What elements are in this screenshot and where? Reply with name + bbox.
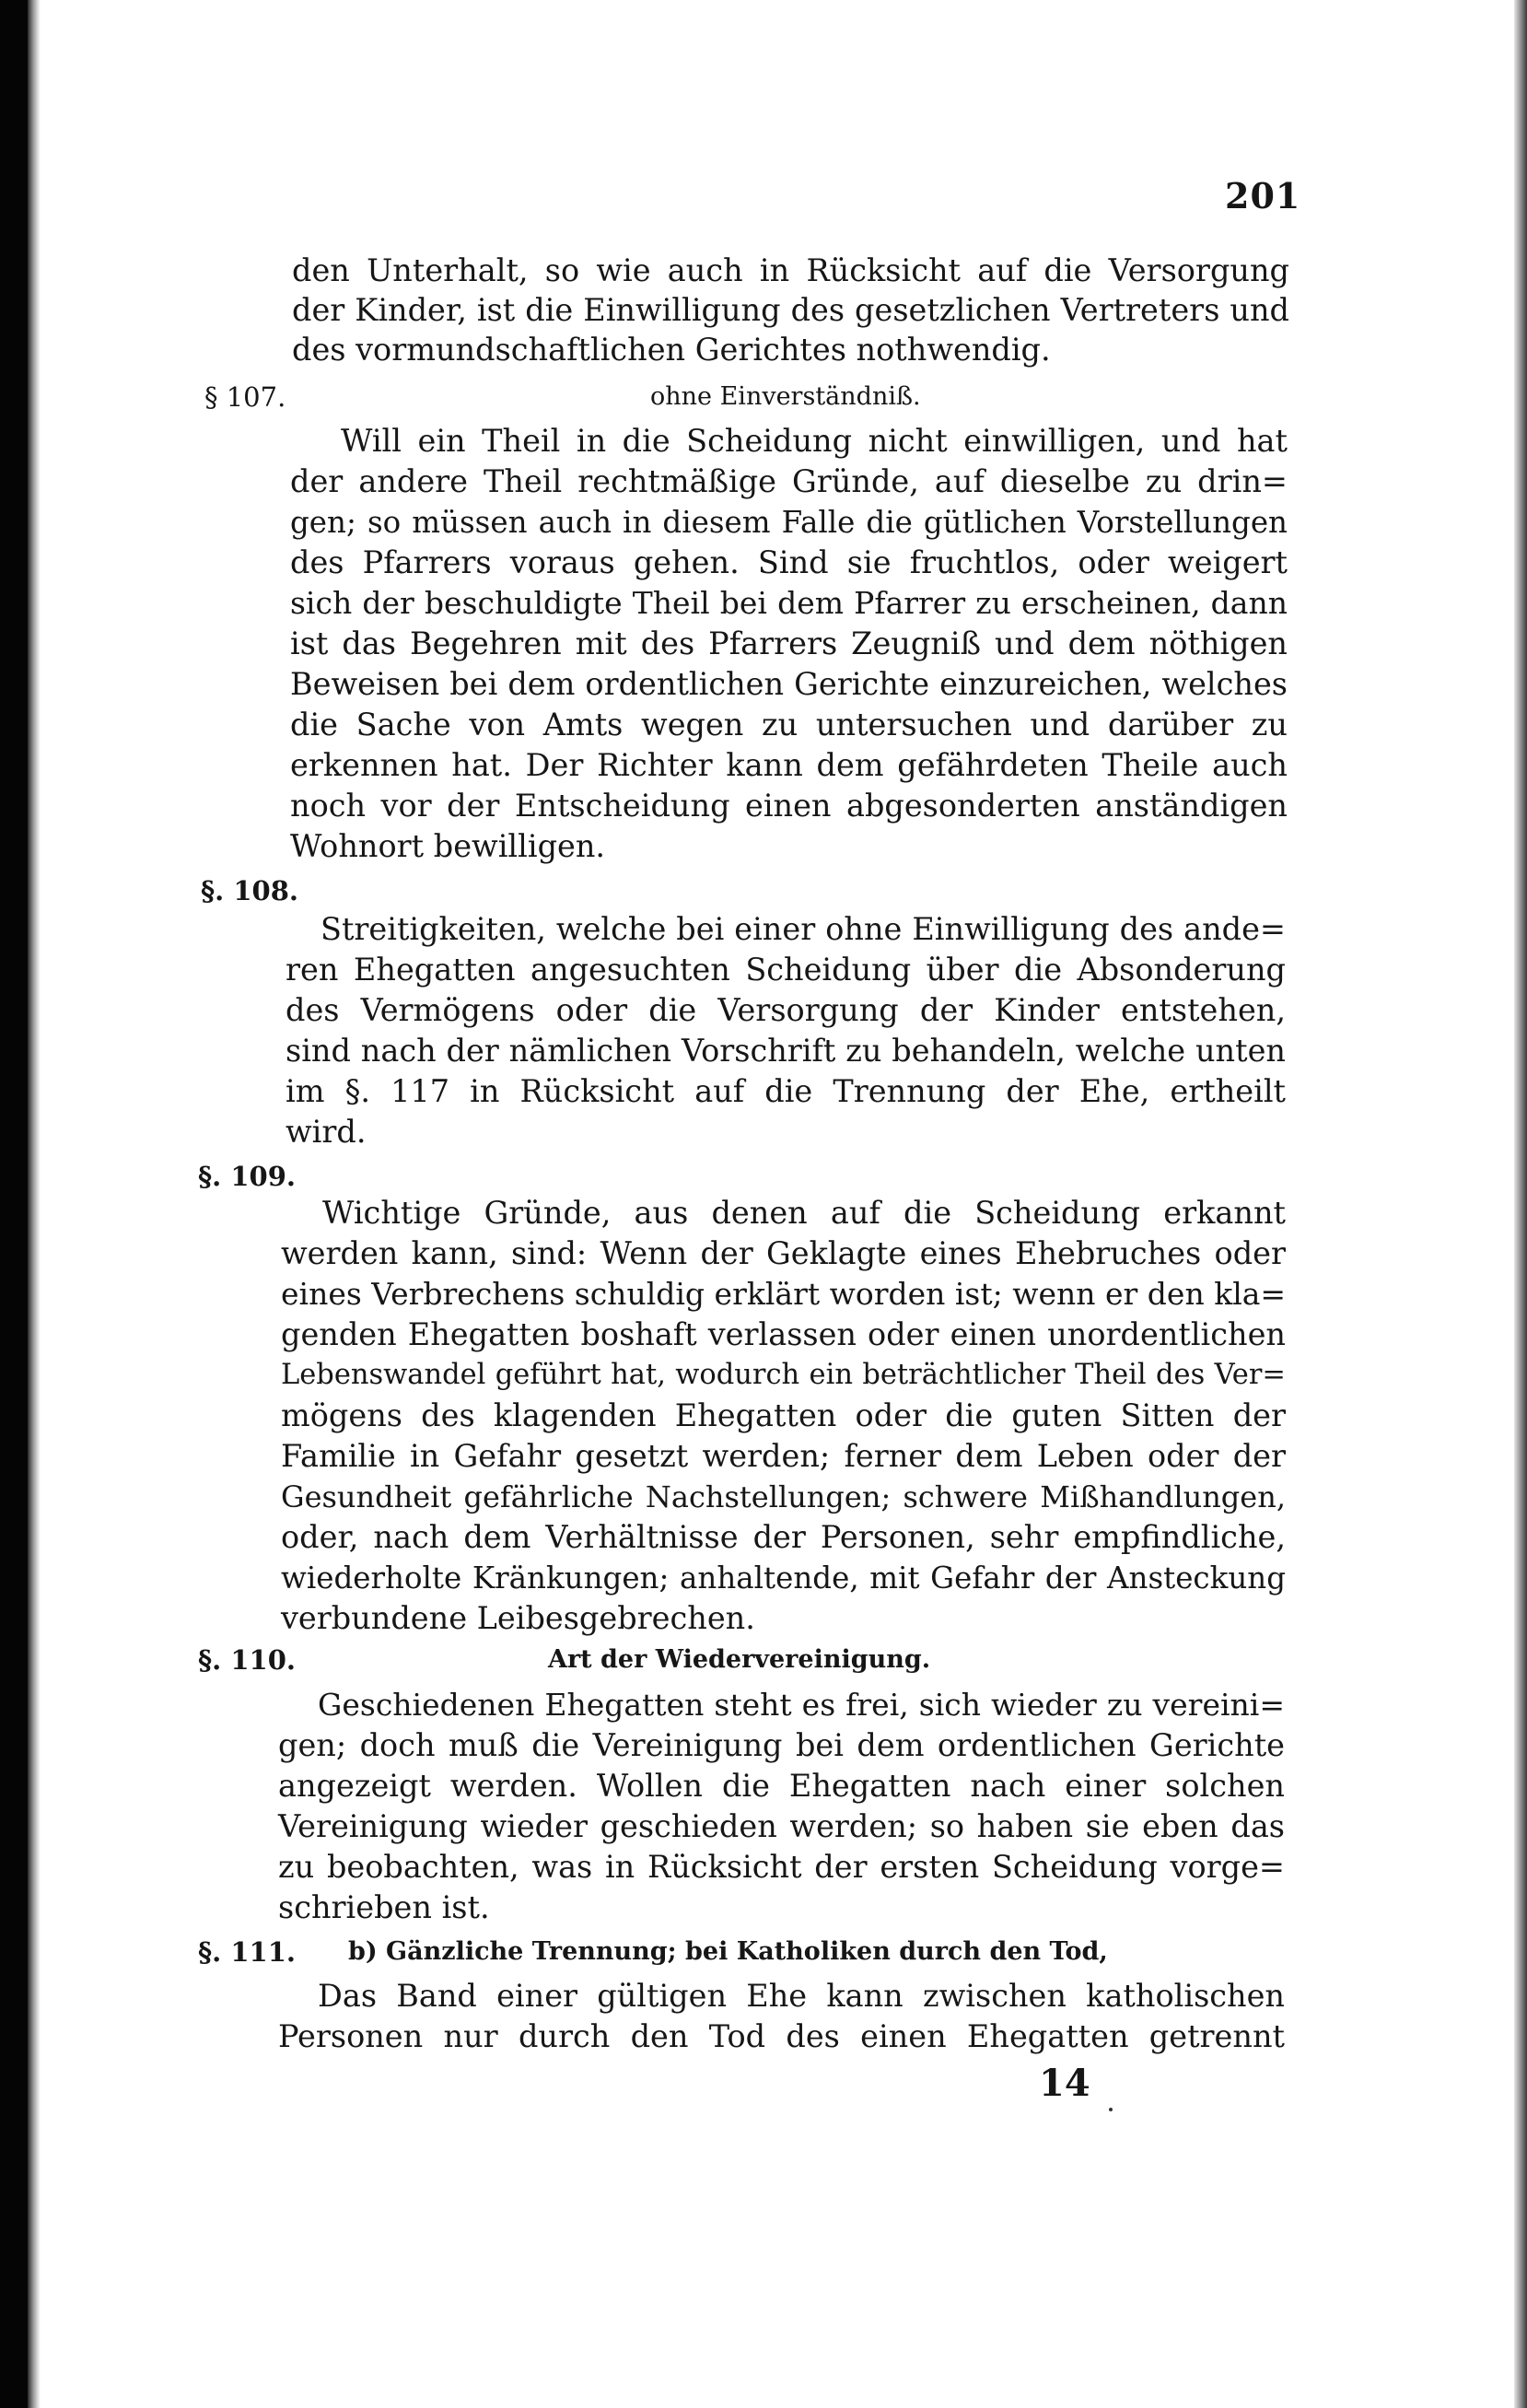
text-line: Personen nur durch den Tod des einen Ehegatten getrennt	[278, 2018, 1285, 2054]
text-line: mögens des klagenden Ehegatten oder die guten Sitten der	[281, 1397, 1286, 1433]
text-line: Familie in Gefahr gesetzt werden; ferner dem Leben oder der	[281, 1438, 1286, 1474]
text-line: des Pfarrers voraus gehen. Sind sie fruchtlos, oder weigert	[290, 544, 1288, 580]
text-line: des Vermögens oder die Versorgung der Kinder entstehen,	[286, 992, 1286, 1028]
section-heading: b) Gänzliche Trennung; bei Katholiken durch den Tod,	[348, 1937, 1108, 1966]
section-number: §. 110.	[198, 1644, 296, 1676]
text-line: den Unterhalt, so wie auch in Rücksicht auf die Versorgung	[292, 252, 1289, 288]
signature-mark: 14	[1039, 2062, 1090, 2105]
text-line: werden kann, sind: Wenn der Geklagte eines Ehebruches oder	[281, 1235, 1286, 1271]
text-line: Gesundheit gefährliche Nachstellungen; schwere Mißhandlungen,	[281, 1479, 1286, 1514]
text-line: eines Verbrechens schuldig erklärt worden ist; wenn er den kla=	[281, 1276, 1287, 1312]
text-line: Beweisen bei dem ordentlichen Gerichte einzureichen, welches	[290, 666, 1288, 702]
text-line: schrieben ist.	[278, 1889, 490, 1925]
text-line: Wichtige Gründe, aus denen auf die Scheidung erkannt	[322, 1195, 1286, 1231]
text-line: genden Ehegatten boshaft verlassen oder einen unordentlichen	[281, 1316, 1286, 1352]
section-number: § 107.	[204, 381, 286, 413]
text-line: zu beobachten, was in Rücksicht der ersten Scheidung vorge=	[278, 1849, 1285, 1885]
section-number: §. 109.	[198, 1161, 296, 1192]
text-line: Streitigkeiten, welche bei einer ohne Einwilligung des ande=	[321, 911, 1286, 947]
text-line: wird.	[286, 1114, 367, 1150]
text-line: Will ein Theil in die Scheidung nicht einwilligen, und hat	[341, 423, 1288, 459]
page-number: 201	[1225, 175, 1301, 216]
text-line: Wohnort bewilligen.	[290, 828, 606, 864]
text-line: der andere Theil rechtmäßige Gründe, auf dieselbe zu drin=	[290, 463, 1288, 499]
text-line: gen; so müssen auch in diesem Falle die gütlichen Vorstellungen	[290, 505, 1288, 540]
section-number: §. 108.	[201, 875, 298, 906]
text-line: oder, nach dem Verhältnisse der Personen, sehr empfindliche,	[281, 1519, 1286, 1555]
text-line: im §. 117 in Rücksicht auf die Trennung der Ehe, ertheilt	[286, 1073, 1286, 1109]
scan-left-border	[0, 0, 28, 2408]
section-heading: ohne Einverständniß.	[650, 382, 921, 411]
section-number: §. 111.	[198, 1936, 296, 1968]
text-line: Geschiedenen Ehegatten steht es frei, sich wieder zu vereini=	[318, 1687, 1285, 1723]
text-line: wiederholte Kränkungen; anhaltende, mit Gefahr der Ansteckung	[281, 1561, 1286, 1596]
text-line: noch vor der Entscheidung einen abgesonderten anständigen	[290, 788, 1288, 824]
text-line: der Kinder, ist die Einwilligung des gesetzlichen Vertreters und	[292, 292, 1289, 328]
text-line: sich der beschuldigte Theil bei dem Pfarrer zu erscheinen, dann	[290, 585, 1288, 621]
text-line: verbundene Leibesgebrechen.	[281, 1600, 755, 1636]
section-heading: Art der Wiedervereinigung.	[548, 1645, 931, 1674]
text-line: Das Band einer gültigen Ehe kann zwischen katholischen	[318, 1978, 1285, 2014]
text-line: des vormundschaftlichen Gerichtes nothwendig.	[292, 332, 1051, 368]
text-line: erkennen hat. Der Richter kann dem gefährdeten Theile auch	[290, 747, 1288, 783]
text-line: angezeigt werden. Wollen die Ehegatten nach einer solchen	[278, 1768, 1285, 1804]
text-line: die Sache von Amts wegen zu untersuchen und darüber zu	[290, 707, 1288, 742]
text-line: ist das Begehren mit des Pfarrers Zeugniß und dem nöthigen	[290, 625, 1288, 661]
text-line: gen; doch muß die Vereinigung bei dem ordentlichen Gerichte	[278, 1727, 1285, 1763]
scan-right-border	[1514, 0, 1527, 2408]
signature-dot	[1109, 2108, 1113, 2111]
scan-left-shadow	[28, 0, 41, 2408]
text-line: Lebenswandel geführt hat, wodurch ein beträchtlicher Theil des Ver=	[281, 1359, 1286, 1391]
text-line: sind nach der nämlichen Vorschrift zu behandeln, welche unten	[286, 1033, 1286, 1069]
text-line: Vereinigung wieder geschieden werden; so haben sie eben das	[278, 1808, 1285, 1844]
text-line: ren Ehegatten angesuchten Scheidung über die Absonderung	[286, 952, 1286, 988]
